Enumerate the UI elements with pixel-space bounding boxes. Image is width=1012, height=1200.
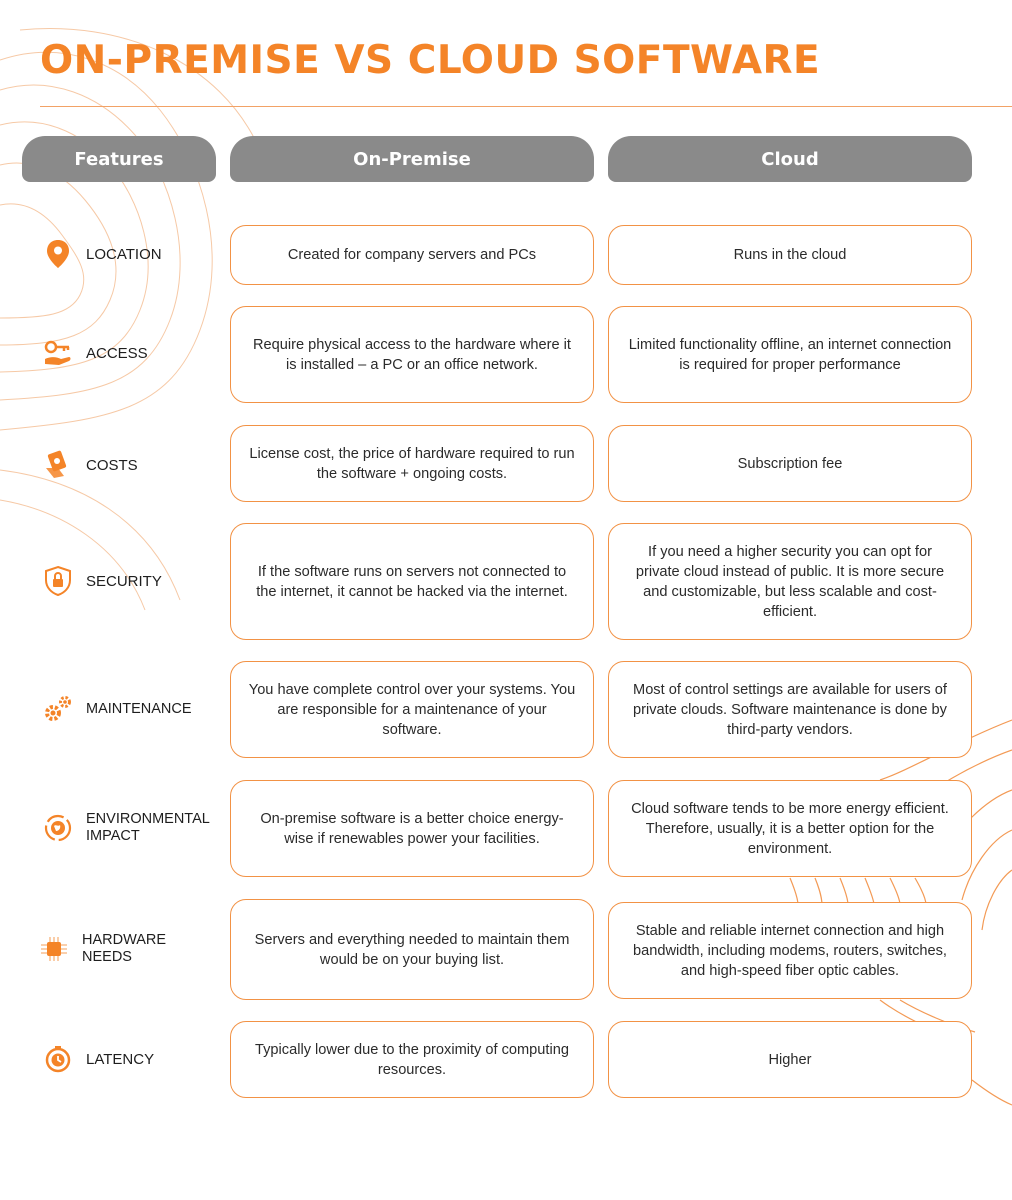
feature-hardware-needs (36, 931, 216, 967)
feature-security (40, 563, 220, 599)
feature-access (40, 335, 220, 371)
on-premise-access: Require physical access to the hardware where it is installed – a PC or an office network. (230, 306, 594, 403)
header-cloud: Cloud (608, 136, 972, 182)
feature-label: COSTS (86, 456, 138, 474)
on-premise-hardware-needs: Servers and everything needed to maintain them would be on your buying list. (230, 899, 594, 1000)
feature-label: LATENCY (86, 1050, 155, 1068)
feature-label: LOCATION (86, 245, 162, 263)
title-divider (40, 106, 1012, 107)
page-title: ON-PREMISE VS CLOUD SOFTWARE (40, 38, 821, 83)
chip-icon (36, 931, 72, 967)
location-pin-icon (40, 236, 76, 272)
feature-label: HARDWARE NEEDS (82, 932, 167, 965)
header-features: Features (22, 136, 216, 182)
header-on-premise: On-Premise (230, 136, 594, 182)
on-premise-location: Created for company servers and PCs (230, 225, 594, 285)
feature-label: ACCESS (86, 344, 148, 362)
cloud-location: Runs in the cloud (608, 225, 972, 285)
on-premise-environmental-impact: On-premise software is a better choice energy-wise if renewables power your facilities. (230, 780, 594, 877)
on-premise-maintenance: You have complete control over your systems. You are responsible for a maintenance of your software. (230, 661, 594, 758)
cloud-latency: Higher (608, 1021, 972, 1098)
on-premise-costs: License cost, the price of hardware required to run the software + ongoing costs. (230, 425, 594, 502)
cloud-security: If you need a higher security you can opt for private cloud instead of public. It is more secure and customizable, but less scalable and cost-efficient. (608, 523, 972, 640)
feature-location (40, 236, 220, 272)
cloud-costs: Subscription fee (608, 425, 972, 502)
cloud-maintenance: Most of control settings are available for users of private clouds. Software maintenance is done by third-party vendors. (608, 661, 972, 758)
feature-environmental-impact (40, 810, 220, 846)
key-hand-icon (40, 335, 76, 371)
feature-latency (40, 1041, 220, 1077)
cloud-access: Limited functionality offline, an internet connection is required for proper performance (608, 306, 972, 403)
gears-icon (40, 691, 76, 727)
on-premise-security: If the software runs on servers not connected to the internet, it cannot be hacked via the internet. (230, 523, 594, 640)
cloud-environmental-impact: Cloud software tends to be more energy efficient. Therefore, usually, it is a better option for the environment. (608, 780, 972, 877)
feature-label: ENVIRONMENTAL IMPACT (86, 811, 210, 844)
stopwatch-icon (40, 1041, 76, 1077)
globe-recycle-icon (40, 810, 76, 846)
shield-lock-icon (40, 563, 76, 599)
on-premise-latency: Typically lower due to the proximity of computing resources. (230, 1021, 594, 1098)
cloud-hardware-needs: Stable and reliable internet connection and high bandwidth, including modems, routers, switches, and high-speed fiber optic cables. (608, 902, 972, 999)
money-hand-icon (40, 447, 76, 483)
feature-maintenance (40, 691, 220, 727)
feature-label: MAINTENANCE (86, 700, 192, 717)
feature-costs (40, 447, 220, 483)
feature-label: SECURITY (86, 572, 162, 590)
